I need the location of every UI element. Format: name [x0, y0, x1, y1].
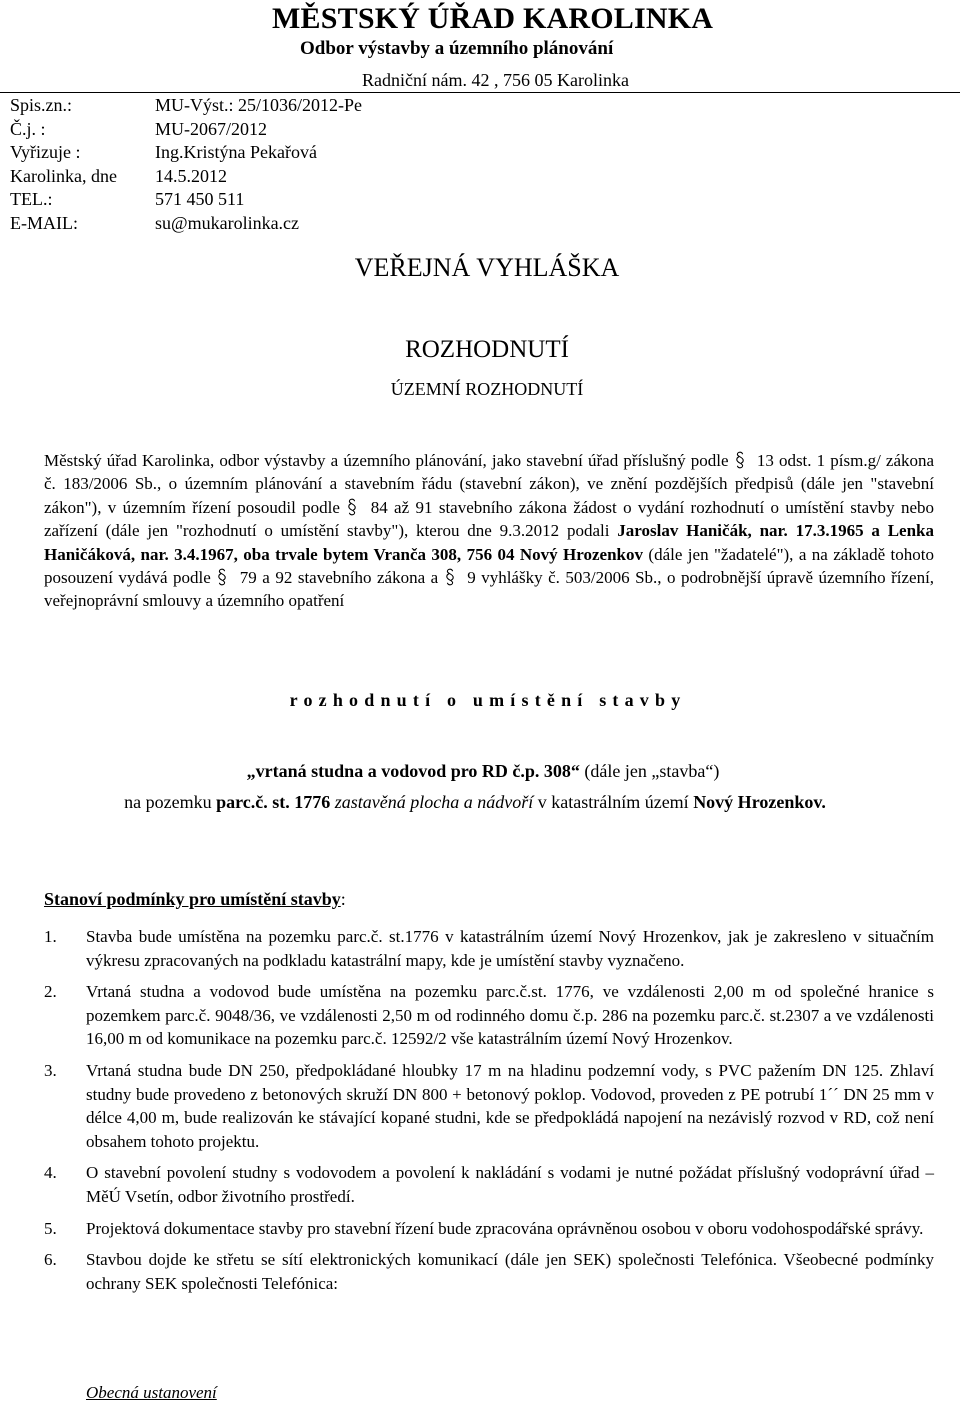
list-item [44, 1248, 934, 1295]
parcel-prefix: na pozemku [124, 792, 212, 812]
section-number: 13 [756, 451, 774, 470]
info-label: E-MAIL: [10, 212, 78, 233]
info-label: Č.j. : [10, 118, 46, 139]
item-text: Stavbou dojde ke střetu se sítí elektronických komunikací (dále jen SEK) společnosti Telefónica. Všeobecné podmínky ochrany SEK společnosti Telefónica: [86, 1250, 934, 1293]
section-number: 9 [467, 568, 476, 588]
conditions-list [44, 925, 934, 1303]
info-value: 14.5.2012 [155, 165, 227, 186]
item-number: 4. [44, 1163, 57, 1183]
info-value: Ing.Kristýna Pekařová [155, 142, 317, 162]
section-number: 84 až 91 [370, 497, 433, 517]
info-value: MU-2067/2012 [155, 118, 267, 139]
building-line [0, 760, 960, 782]
list-item [44, 1059, 934, 1153]
conditions-heading-colon: : [340, 889, 346, 909]
department-name: Odbor výstavby a územního plánování [300, 38, 614, 59]
parcel-middle: v katastrálním území [537, 792, 689, 812]
office-address: Radniční nám. 42 , 756 05 Karolinka [362, 70, 629, 90]
intro-text: stavebního zákona žádost o vydání rozhodnutí o umístění stavby nebo zařízení (dále jen "rozhodnutí o umístění stavby"), kterou dne 9.3.2012 podali [44, 497, 935, 541]
item-number: 6. [44, 1250, 57, 1270]
info-value: MU-Výst.: 25/1036/2012-Pe [155, 95, 362, 115]
item-number: 1. [44, 927, 57, 946]
intro-text: Městský úřad Karolinka, odbor výstavby a územního plánování, jako stavební úřad příslušný podle [44, 451, 729, 470]
intro-text: odst. 1 písm.g/ zákona č. 183/2006 Sb. [44, 451, 935, 494]
info-row-email [10, 212, 362, 236]
section-sign-icon [346, 496, 364, 519]
parcel-number: parc.č. st. 1776 [216, 792, 331, 812]
parcel-line [0, 791, 960, 813]
cadastre-name: Nový Hrozenkov. [693, 792, 826, 812]
info-value: su@mukarolinka.cz [155, 212, 300, 233]
intro-text: , o podrobnější úpravě územního řízení, veřejnoprávní smlouvy a územního opatření [44, 568, 935, 611]
info-row-reference [10, 118, 362, 142]
conditions-heading [44, 888, 346, 910]
info-row-handler [10, 141, 362, 165]
conditions-heading-text: Stanoví podmínky pro umístění stavby [44, 889, 341, 909]
list-item [44, 1217, 934, 1241]
section-sign-icon [216, 566, 234, 589]
list-item [44, 980, 934, 1051]
building-name: „vrtaná studna a vodovod pro RD č.p. 308“ [246, 761, 580, 781]
section-sign-icon [444, 566, 462, 589]
decision-heading: ROZHODNUTÍ [405, 336, 569, 363]
reference-info [10, 94, 362, 235]
item-number: 2. [44, 982, 57, 1002]
intro-text: (dále jen "žadatelé"), a na základě tohoto posouzení vydává podle [44, 544, 934, 588]
item-text: O stavební povolení studny s vodovodem a povolení k nakládání s vodami je nutné požádat příslušný vodoprávní úřad – MěÚ Vsetín, odbor životního prostředí. [86, 1163, 934, 1206]
section-sign-icon [734, 449, 752, 472]
public-notice-heading: VEŘEJNÁ VYHLÁŠKA [354, 253, 620, 282]
info-row-phone [10, 188, 362, 212]
intro-paragraph [44, 449, 934, 613]
info-label: TEL.: [10, 189, 53, 209]
list-item [44, 925, 934, 972]
header-divider [0, 92, 960, 93]
info-value: 571 450 511 [155, 189, 245, 209]
section-number: 79 a 92 [239, 568, 293, 588]
building-alias: (dále jen „stavba“) [584, 761, 720, 781]
intro-text: stavebního zákona a [297, 568, 439, 588]
item-number: 3. [44, 1060, 57, 1080]
general-provisions-label: Obecná ustanovení [86, 1383, 217, 1402]
applicants-names: Jaroslav Haničák, nar. 17.3.1965 a Lenka Haničáková, nar. 3.4.1967, oba trvale bytem Vranča 308, 756 04 Nový Hrozenkov [44, 521, 934, 564]
item-text: Vrtaná studna bude DN 250, předpokládané hloubky 17 m na hladinu podzemní vody, s PVC pažením DN 125. Zhlaví studny bude provedeno z betonových skruží DN 800 + betonový poklop. Vodovod, proveden z PE potrubí 1´´ DN 25 mm v délce 4,00 m, bude realizován ke stávající kopané studni, kde se předpokládá napojení na nezávislý rozvod v RD, což není obsahem tohoto projektu. [86, 1060, 934, 1151]
info-label: Karolinka, dne [10, 165, 117, 186]
intro-text: vyhlášky č. 503/2006 Sb. [481, 568, 658, 588]
item-text: Vrtaná studna a vodovod bude umístěna na pozemku parc.č.st. 1776, ve vzdálenosti 2,00 m od společné hranice s pozemkem parc.č. 9048/36, ve vzdálenosti 2,50 m od rodinného domu č.p. 286 na pozemku parc.č. st.2307 a ve vzdálenosti 16,00 m od komunikace na pozemku parc.č. 12592/2 vše katastrálním území Nový Hrozenkov. [86, 982, 934, 1049]
list-item [44, 1161, 934, 1208]
item-text: Stavba bude umístěna na pozemku parc.č. st.1776 v katastrálním území Nový Hrozenkov, jak je zakresleno v situačním výkresu zpracovaných na podkladu katastrální mapy, kde je umístění stavby vyznačeno. [86, 927, 934, 970]
parcel-type: zastavěná plocha a nádvoří [334, 792, 534, 812]
info-row-file-number [10, 94, 362, 118]
info-label: Spis.zn.: [10, 95, 73, 115]
info-row-date [10, 165, 362, 189]
intro-text: , o územním plánování a stavebním řádu (stavební zákon), ve znění pozdějších předpisů (dále jen "stavební zákon"), v územním řízení posoudil podle [44, 474, 934, 517]
info-label: Vyřizuje : [10, 142, 81, 162]
placement-decision-heading: rozhodnutí o umístění stavby [289, 690, 687, 710]
item-text: Projektová dokumentace stavby pro stavební řízení bude zpracována oprávněnou osobou v oboru vodohospodářské správy. [86, 1218, 924, 1238]
zoning-decision-heading: ÚZEMNÍ ROZHODNUTÍ [390, 379, 584, 399]
item-number: 5. [44, 1218, 57, 1238]
office-title: MĚSTSKÝ ÚŘAD KAROLINKA [272, 2, 714, 35]
